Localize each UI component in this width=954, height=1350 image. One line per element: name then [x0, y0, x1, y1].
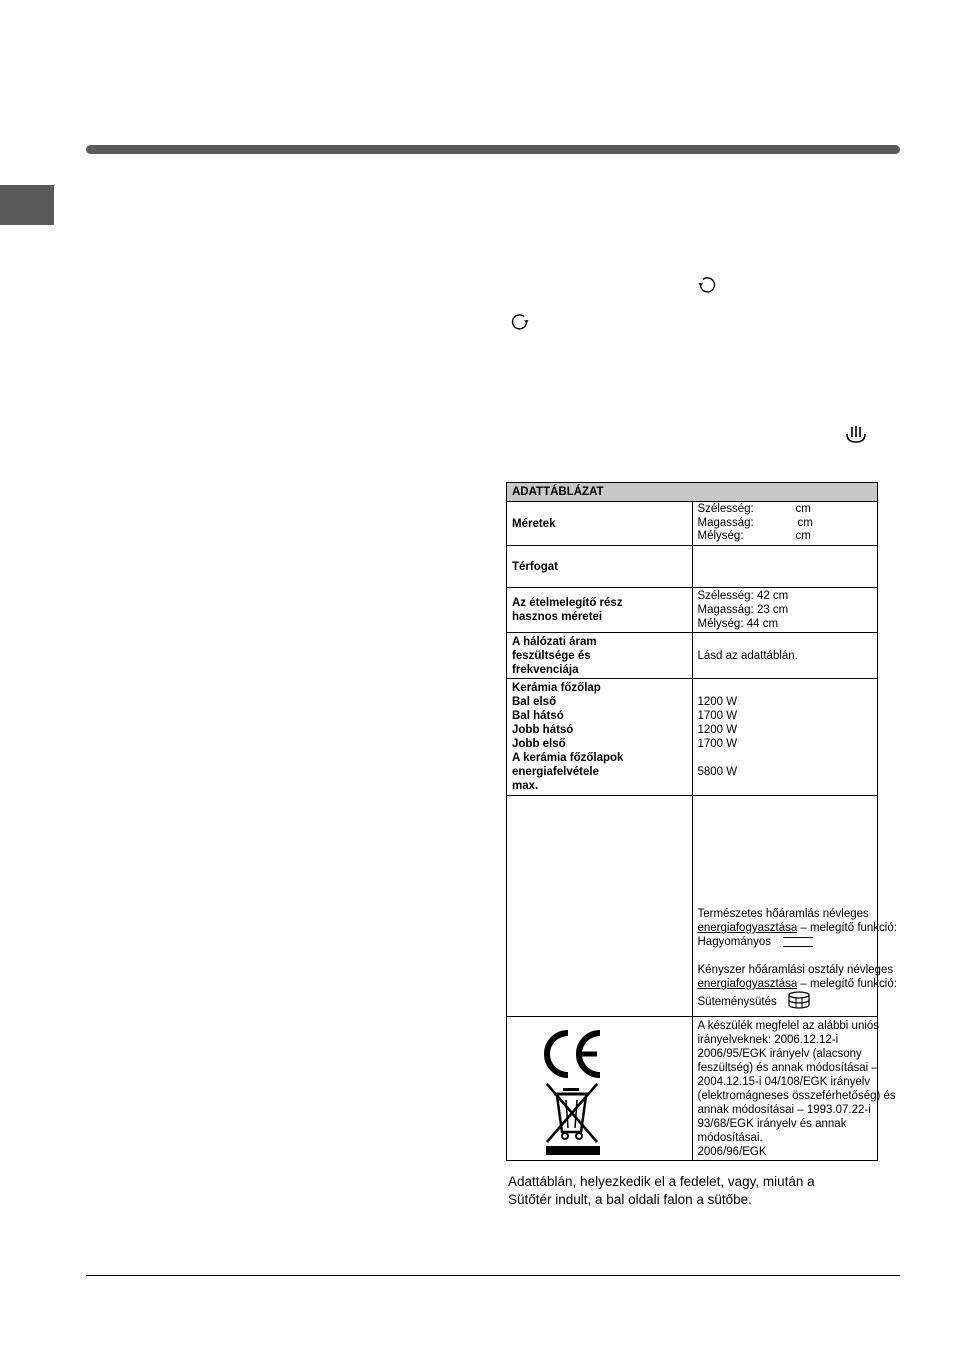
- note-line1: Adattáblán, helyezkedik el a fedelet, vagy, miután a: [508, 1174, 815, 1189]
- forced-line3: Süteménysütés: [697, 996, 777, 1009]
- directive-line-8: módosításai.: [697, 1132, 763, 1144]
- energy-label: [507, 796, 693, 1017]
- ceramic-value-0: [698, 681, 873, 695]
- directive-line-4: 2004.12.15-i 04/108/EGK irányelv: [697, 1076, 871, 1088]
- hand-heat-icon: [845, 424, 867, 444]
- ceramic-label-6: energiafelvétele: [512, 766, 599, 778]
- rating-plate-note: [508, 1173, 868, 1209]
- ceramic-value-1: 1200 W: [697, 696, 738, 708]
- bottom-rule: [86, 1275, 900, 1276]
- volume-label: Térfogat: [507, 546, 693, 588]
- directive-line-1: irányelveknek: 2006.12.12-i: [697, 1034, 839, 1046]
- directive-line-2: 2006/95/EGK irányelv (alacsony: [697, 1048, 862, 1060]
- warmer-label: [507, 588, 693, 633]
- ceramic-label-1: Bal első: [512, 696, 557, 708]
- warmer-height: Magasság: 23 cm: [697, 604, 789, 616]
- ceramic-label-0: Kerámia főzőlap: [512, 682, 601, 694]
- directive-line-7: 93/68/EGK irányelv és annak: [697, 1118, 847, 1130]
- crossed-out-bin-icon: [543, 1082, 603, 1158]
- table-row-directives: [507, 1017, 878, 1161]
- ceramic-label-7: max.: [512, 780, 539, 792]
- forced-line1: Kényszer hőáramlási osztály névleges: [697, 964, 894, 976]
- directive-line-0: A készülék megfelel az alábbi uniós: [697, 1020, 880, 1032]
- warmer-depth: Mélység: 44 cm: [697, 618, 779, 630]
- ceramic-value-2: 1700 W: [697, 710, 738, 722]
- natural-line3: Hagyományos: [697, 936, 772, 948]
- table-row-mains: [507, 633, 878, 679]
- ceramic-value-3: 1200 W: [697, 724, 738, 736]
- cake-baking-icon: [787, 991, 811, 1013]
- rotate-clockwise-icon: [510, 311, 530, 331]
- directive-line-3: feszültség) és annak módosításai –: [697, 1062, 878, 1074]
- natural-line1: Természetes hőáramlás névleges: [697, 908, 869, 920]
- directive-line-5: (elektromágneses összeférhetőség) és: [697, 1090, 896, 1102]
- table-row-energy: [507, 796, 878, 1017]
- warmer-values: [692, 588, 878, 633]
- side-tab: [0, 185, 54, 225]
- width-unit: cm: [795, 503, 811, 516]
- ceramic-value-7: [698, 779, 873, 793]
- ceramic-label-3: Jobb hátsó: [512, 724, 574, 736]
- conventional-mode-icon: [783, 937, 813, 947]
- warmer-width: Szélesség: 42 cm: [697, 590, 789, 602]
- height-label: Magasság:: [697, 516, 754, 529]
- note-line2: Sütőtér indult, a bal oldali falon a sütőbe.: [508, 1192, 752, 1207]
- height-unit: cm: [797, 516, 813, 529]
- width-label: Szélesség:: [697, 503, 754, 516]
- mains-value: Lásd az adattáblán.: [692, 633, 878, 679]
- mains-label-line3: frekvenciája: [512, 663, 579, 676]
- ce-mark-icon: [539, 1030, 603, 1078]
- volume-value: [692, 546, 878, 588]
- depth-unit: cm: [795, 530, 811, 543]
- mains-label-line1: A hálózati áram: [512, 635, 597, 648]
- table-row-ceramic: [507, 679, 878, 796]
- depth-label: Mélység:: [697, 530, 744, 543]
- forced-line2a: energiafogyasztása: [697, 978, 798, 990]
- top-rule: [86, 145, 900, 154]
- ceramic-label-5: A kerámia főzőlapok: [512, 752, 624, 764]
- table-row-volume: [507, 546, 878, 588]
- ceramic-label-4: Jobb első: [512, 738, 566, 750]
- dimensions-label: Méretek: [507, 502, 693, 546]
- table-row-dimensions: [507, 502, 878, 546]
- rotate-counterclockwise-icon: [697, 274, 717, 294]
- spec-table-header-row: [507, 483, 878, 502]
- ceramic-value-4: 1700 W: [697, 738, 738, 750]
- table-row-warmer: [507, 588, 878, 633]
- ceramic-labels: [507, 679, 693, 796]
- spec-table: [506, 482, 897, 1161]
- ceramic-value-6: 5800 W: [697, 766, 738, 778]
- energy-values: [692, 796, 897, 1017]
- warmer-label-line1: Az ételmelegítő rész: [512, 597, 623, 609]
- ceramic-label-2: Bal hátsó: [512, 710, 564, 722]
- dimensions-values: [692, 502, 878, 546]
- directive-line-6: annak módosításai – 1993.07.22-i: [697, 1104, 871, 1116]
- forced-line2b: – melegítő funkció:: [797, 978, 897, 990]
- mains-label-line2: feszültsége és: [512, 649, 591, 662]
- ceramic-values: [692, 679, 878, 796]
- warmer-label-line2: hasznos méretei: [512, 611, 603, 623]
- natural-line2b: – melegítő funkció:: [797, 922, 897, 934]
- marks-cell: [507, 1017, 693, 1161]
- directives-text: [692, 1017, 896, 1161]
- spec-table-title: ADATTÁBLÁZAT: [507, 483, 878, 502]
- directive-line-9: 2006/96/EGK: [697, 1146, 767, 1158]
- natural-line2a: energiafogyasztása: [697, 922, 798, 934]
- ceramic-value-5: [698, 751, 873, 765]
- mains-label: [507, 633, 693, 679]
